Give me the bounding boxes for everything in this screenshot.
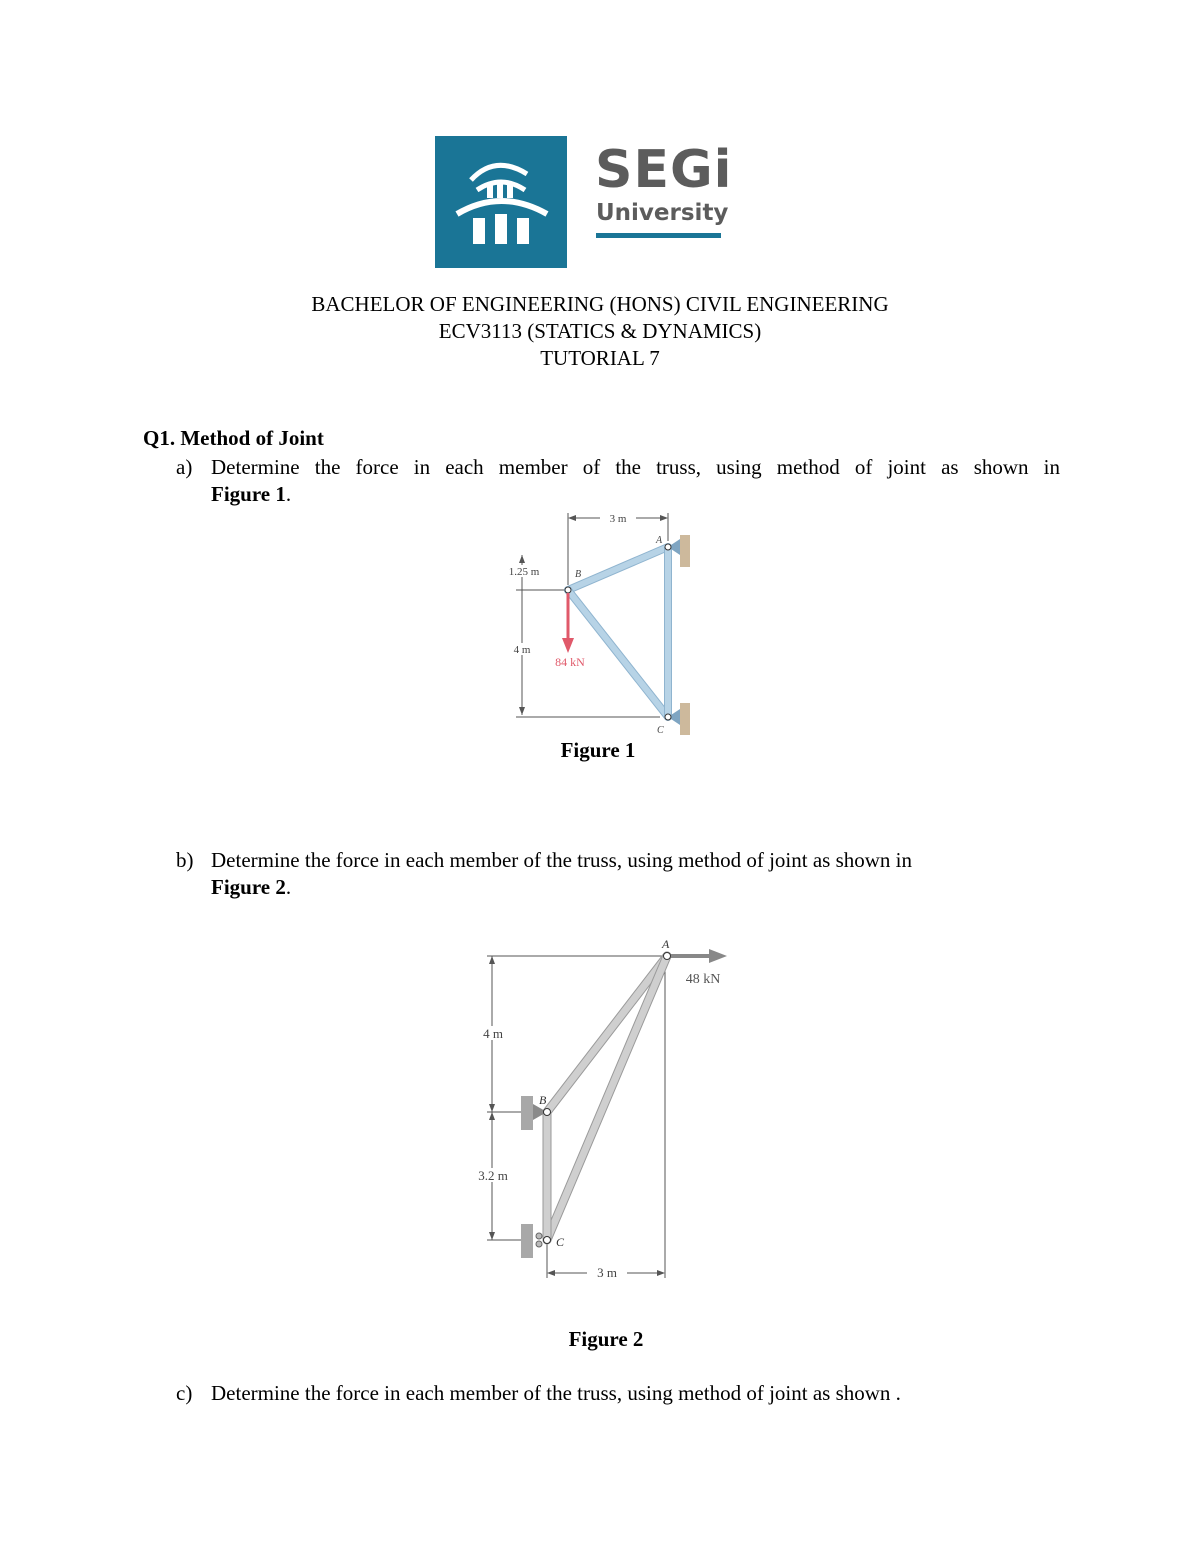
fig1-dim-upper-label: 1.25 m <box>508 566 540 578</box>
figure-2-truss-diagram <box>465 930 740 1285</box>
question-c-text: Determine the force in each member of the truss, using method of joint as shown . <box>211 1381 901 1405</box>
question-c-label: c) <box>176 1381 193 1405</box>
fig2-load-arrow-head <box>709 949 727 963</box>
segi-building-icon <box>435 136 567 268</box>
fig1-support-a-wall <box>680 535 690 567</box>
fig2-joint-b <box>544 1109 551 1116</box>
fig2-dim-arrow-top <box>489 956 495 964</box>
fig2-load-label: 48 kN <box>685 972 721 987</box>
fig1-member-bc <box>568 590 668 717</box>
fig2-dim-lower-label: 3.2 m <box>478 1168 508 1183</box>
fig1-member-ab <box>568 547 668 590</box>
fig1-load-arrow-head <box>562 638 574 653</box>
question-c <box>176 1380 1060 1407</box>
fig1-label-c: C <box>657 725 664 736</box>
fig1-dim-top-arrow-right <box>660 515 668 521</box>
fig2-label-b: B <box>539 1093 547 1107</box>
fig2-label-a: A <box>662 937 670 951</box>
question-b-period: . <box>285 875 292 899</box>
question-b-text: Determine the force in each member of the truss, using method of joint as shown in <box>211 848 912 872</box>
fig1-joint-a <box>665 544 671 550</box>
tutorial-title: TUTORIAL 7 <box>540 346 660 370</box>
fig1-joint-c <box>665 714 671 720</box>
fig1-dim-top-label: 3 m <box>609 513 627 525</box>
fig2-joint-c <box>544 1237 551 1244</box>
question-b-label: b) <box>176 848 194 872</box>
fig2-dim-bottom-label: 3 m <box>597 1265 617 1280</box>
fig2-support-c-wall <box>521 1224 533 1258</box>
fig1-support-c-wall <box>680 703 690 735</box>
fig1-joint-b <box>565 587 571 593</box>
logo-underline <box>596 233 721 238</box>
figure-1-caption: Figure 1 <box>560 738 636 762</box>
fig2-support-b-wall <box>521 1096 533 1130</box>
fig2-dim-arrow-bottom <box>489 1232 495 1240</box>
programme-title: BACHELOR OF ENGINEERING (HONS) CIVIL ENGINEERING <box>311 292 889 316</box>
fig2-dim-upper-label: 4 m <box>483 1026 503 1041</box>
question-a-label: a) <box>176 455 193 479</box>
fig1-dim-lower-label: 4 m <box>513 644 531 656</box>
fig1-load-label: 84 kN <box>555 655 585 669</box>
fig2-dim-arrow-mid-up <box>489 1104 495 1112</box>
fig1-dim-arrow-top <box>519 555 525 563</box>
question-a-text: Determine the force in each member of the truss, using method of joint as shown in <box>211 455 1060 479</box>
fig2-dim-bottom-arrow-right <box>657 1270 665 1276</box>
logo-wordmark: SEGi <box>595 140 733 200</box>
fig2-dim-arrow-mid-down <box>489 1112 495 1120</box>
fig1-dim-arrow-bottom <box>519 707 525 715</box>
question-title: Q1. Method of Joint <box>143 426 324 450</box>
fig2-joint-a <box>664 953 671 960</box>
question-a <box>176 454 1060 508</box>
fig2-support-c-roller-top <box>536 1233 542 1239</box>
fig1-dim-top-arrow-left <box>568 515 576 521</box>
fig2-support-c-roller-bottom <box>536 1241 542 1247</box>
course-title: ECV3113 (STATICS & DYNAMICS) <box>438 319 762 343</box>
fig1-label-b: B <box>575 569 582 580</box>
question-b <box>176 847 1060 901</box>
fig1-label-a: A <box>656 535 663 546</box>
logo-subtitle: University <box>596 200 729 226</box>
question-a-figure-ref: Figure 1 <box>211 482 286 506</box>
figure-1-truss-diagram <box>480 505 720 740</box>
question-b-figure-ref: Figure 2 <box>211 875 286 899</box>
fig2-member-ac <box>547 956 667 1240</box>
fig2-dim-bottom-arrow-left <box>547 1270 555 1276</box>
university-logo-mark <box>435 136 567 268</box>
fig2-label-c: C <box>556 1235 565 1249</box>
figure-2-caption: Figure 2 <box>568 1327 644 1351</box>
question-a-period: . <box>285 482 292 506</box>
